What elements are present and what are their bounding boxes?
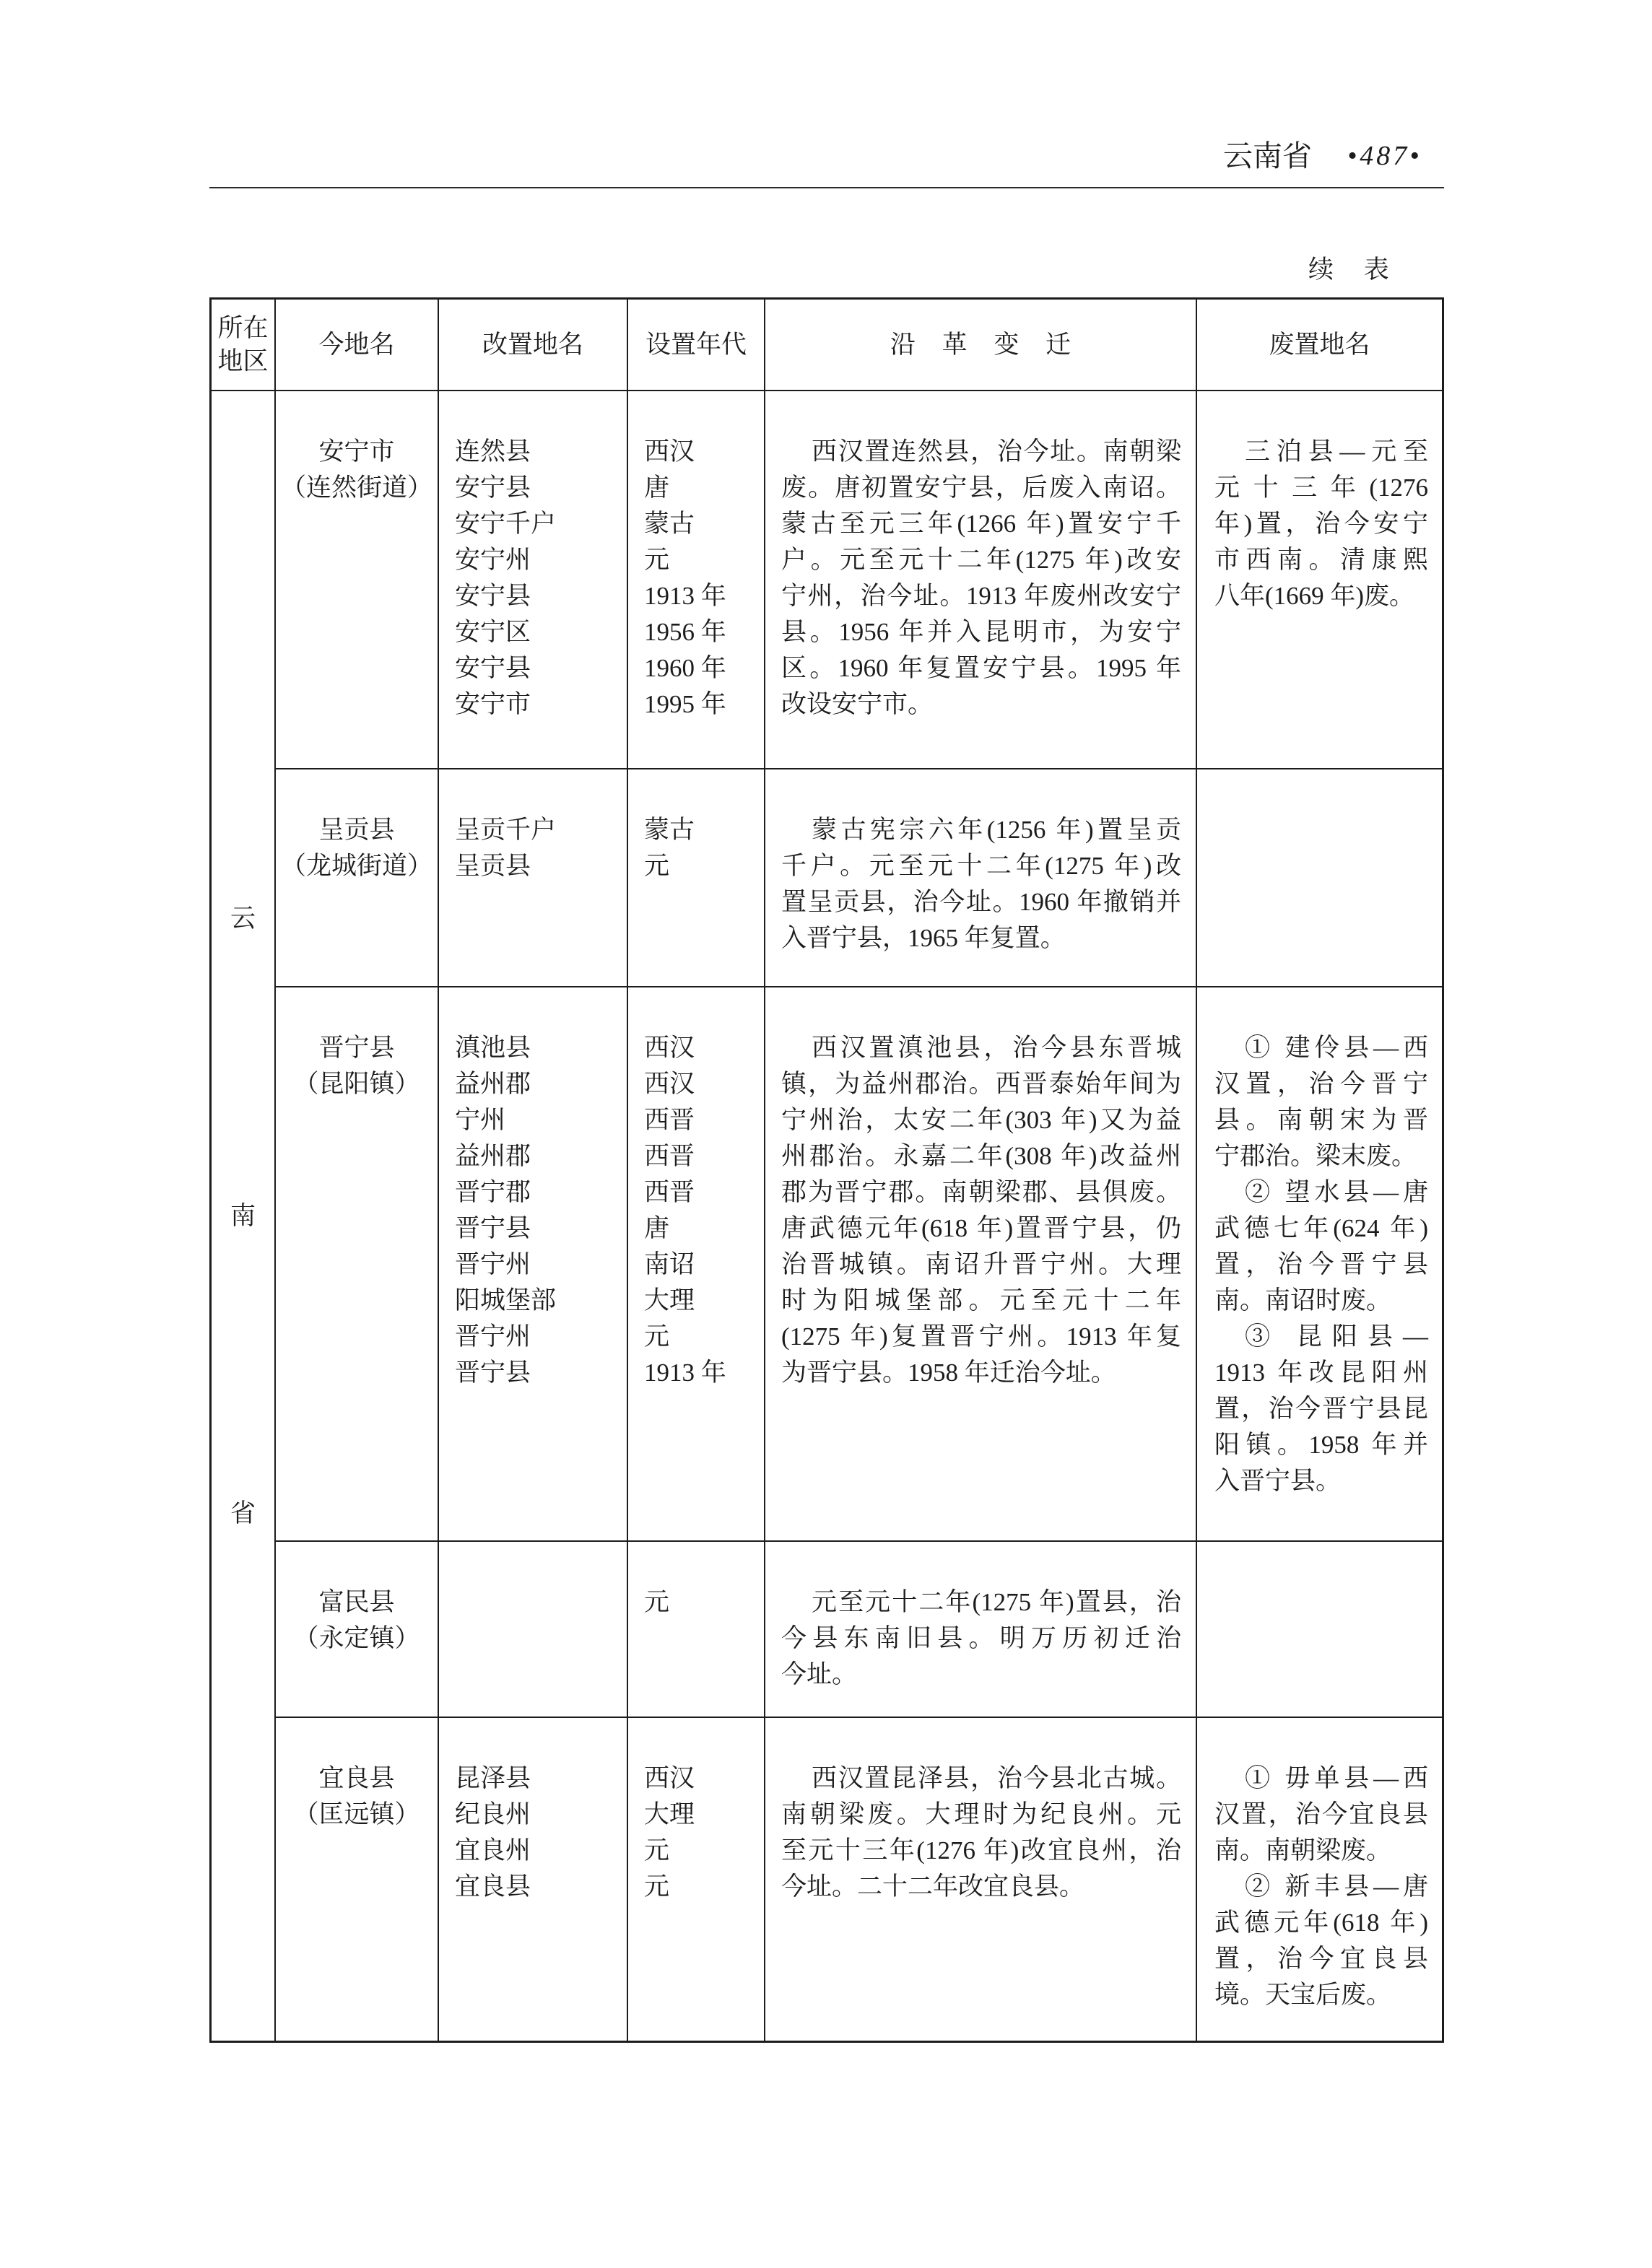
former-name-item: 滇池县 xyxy=(455,1034,531,1062)
period-item: 1960 年 xyxy=(644,654,726,682)
former-name-item: 宜良县 xyxy=(455,1872,531,1901)
abolished-entry xyxy=(1214,1030,1428,1174)
abolished-line: ① 建伶县—西 xyxy=(1245,1034,1428,1062)
abolished-line: 置，治今宜良县 xyxy=(1214,1945,1428,1973)
abolished-line: 市西南。清康熙 xyxy=(1214,546,1428,574)
abolished-cell xyxy=(1197,391,1442,769)
period-item: 元 xyxy=(644,1836,670,1864)
abolished-line: 阳镇。1958 年并 xyxy=(1214,1431,1428,1459)
period-item: 1913 年 xyxy=(644,582,726,610)
period-item: 元 xyxy=(644,1322,670,1351)
abolished-line: 1913 年改昆阳州 xyxy=(1214,1358,1428,1387)
period-item: 西晋 xyxy=(644,1106,695,1134)
history-line: 蒙古至元三年(1266 年)置安宁千 xyxy=(781,510,1181,538)
region-char: 省 xyxy=(230,1499,256,1527)
region-cell xyxy=(212,391,276,2041)
history-line: (1275 年)复置晋宁州。1913 年复 xyxy=(781,1322,1181,1351)
period-item: 元 xyxy=(644,1872,670,1901)
header-former-name: 改置地名 xyxy=(439,300,628,391)
history-line: 置呈贡县，治今址。1960 年撤销并 xyxy=(781,888,1181,916)
abolished-line: 置，治今晋宁县 xyxy=(1214,1250,1428,1278)
abolished-entry xyxy=(1214,434,1428,614)
current-name-line: 宜良县 xyxy=(318,1764,395,1792)
abolished-line: 宁郡治。梁末废。 xyxy=(1214,1142,1417,1170)
period-item: 西汉 xyxy=(644,1034,695,1062)
abolished-line: 置，治今晋宁县昆 xyxy=(1214,1395,1428,1423)
header-region-line: 地区 xyxy=(217,346,269,375)
period-item: 1956 年 xyxy=(644,618,726,646)
current-name-line: （匡远镇） xyxy=(293,1800,420,1828)
current-name-cell xyxy=(276,391,439,769)
region-char: 云 xyxy=(230,904,256,933)
periods-cell xyxy=(628,769,765,987)
abolished-line: ② 望水县—唐 xyxy=(1245,1178,1428,1206)
abolished-line: ③ 昆阳县— xyxy=(1245,1322,1428,1351)
history-line: 入晋宁县，1965 年复置。 xyxy=(781,924,1066,952)
table-continued-caption: 续 表 xyxy=(1308,256,1389,284)
running-head-rule xyxy=(209,187,1444,188)
history-line: 今址。 xyxy=(781,1660,858,1688)
history-cell xyxy=(765,1542,1197,1718)
history-line: 宁州治，太安二年(303 年)又为益 xyxy=(781,1106,1181,1134)
abolished-entry xyxy=(1214,1761,1428,1869)
former-name-item: 昆泽县 xyxy=(455,1764,531,1792)
current-name-line: （昆阳镇） xyxy=(293,1070,420,1098)
history-line: 元至元十二年(1275 年)置县，治 xyxy=(812,1588,1181,1616)
former-names-cell xyxy=(439,987,628,1542)
abolished-cell xyxy=(1197,1718,1442,2041)
abolished-entry xyxy=(1214,1174,1428,1319)
former-name-item: 晋宁郡 xyxy=(455,1178,531,1206)
history-line: 治晋城镇。南诏升晋宁州。大理 xyxy=(781,1250,1181,1278)
abolished-cell xyxy=(1197,987,1442,1542)
period-item: 西晋 xyxy=(644,1178,695,1206)
abolished-line: 汉置，治今晋宁 xyxy=(1214,1070,1428,1098)
abolished-line: 南。南朝梁废。 xyxy=(1214,1836,1392,1864)
history-line: 县。1956 年并入昆明市，为安宁 xyxy=(781,618,1181,646)
period-item: 西汉 xyxy=(644,1070,695,1098)
header-current-name: 今地名 xyxy=(276,300,439,391)
history-line: 唐武德元年(618 年)置晋宁县，仍 xyxy=(781,1214,1181,1242)
abolished-entry xyxy=(1214,1319,1428,1499)
current-name-cell xyxy=(276,769,439,987)
former-name-item: 益州郡 xyxy=(455,1070,531,1098)
former-name-item: 阳城堡部 xyxy=(455,1286,557,1314)
current-name-cell xyxy=(276,1542,439,1718)
former-name-item: 晋宁县 xyxy=(455,1214,531,1242)
former-name-item: 晋宁州 xyxy=(455,1322,531,1351)
period-item: 唐 xyxy=(644,1214,670,1242)
current-name-line: 晋宁县 xyxy=(318,1034,395,1062)
history-line: 宁州，治今址。1913 年废州改安宁 xyxy=(781,582,1181,610)
history-line: 西汉置滇池县，治今县东晋城 xyxy=(812,1034,1181,1062)
periods-cell xyxy=(628,987,765,1542)
former-name-item: 安宁千户 xyxy=(455,510,557,538)
history-line: 郡为晋宁郡。南朝梁郡、县俱废。 xyxy=(781,1178,1181,1206)
abolished-line: 汉置，治今宜良县 xyxy=(1214,1800,1428,1828)
history-cell xyxy=(765,769,1197,987)
former-name-item: 安宁州 xyxy=(455,546,531,574)
abolished-line: 南。南诏时废。 xyxy=(1214,1286,1392,1314)
history-line: 镇，为益州郡治。西晋泰始年间为 xyxy=(781,1070,1181,1098)
abolished-line: 武德七年(624 年) xyxy=(1214,1214,1428,1242)
history-line: 西汉置连然县，治今址。南朝梁 xyxy=(812,437,1181,466)
history-cell xyxy=(765,391,1197,769)
periods-cell xyxy=(628,1718,765,2041)
former-name-item: 宁州 xyxy=(455,1106,506,1134)
current-name-line: 呈贡县 xyxy=(318,816,395,844)
abolished-line: ① 毋单县—西 xyxy=(1245,1764,1428,1792)
former-name-item: 宜良州 xyxy=(455,1836,531,1864)
period-item: 1913 年 xyxy=(644,1358,726,1387)
current-name-line: （永定镇） xyxy=(293,1624,420,1652)
history-line: 改设安宁市。 xyxy=(781,690,934,718)
period-item: 唐 xyxy=(644,474,670,502)
former-name-item: 晋宁州 xyxy=(455,1250,531,1278)
abolished-line: 县。南朝宋为晋 xyxy=(1214,1106,1428,1134)
period-item: 西汉 xyxy=(644,1764,695,1792)
history-line: 州郡治。永嘉二年(308 年)改益州 xyxy=(781,1142,1181,1170)
history-line: 户。元至元十二年(1275 年)改安 xyxy=(781,546,1181,574)
abolished-line: 三泊县—元至 xyxy=(1245,437,1428,466)
region-char: 南 xyxy=(230,1201,256,1230)
former-name-item: 安宁县 xyxy=(455,474,531,502)
header-region-line: 所在 xyxy=(217,313,269,342)
history-line: 区。1960 年复置安宁县。1995 年 xyxy=(781,654,1181,682)
former-name-item: 安宁县 xyxy=(455,582,531,610)
header-abolished: 废置地名 xyxy=(1197,300,1442,391)
former-name-item: 连然县 xyxy=(455,437,531,466)
period-item: 大理 xyxy=(644,1286,695,1314)
history-line: 今址。二十二年改宜良县。 xyxy=(781,1872,1085,1901)
history-line: 西汉置昆泽县，治今县北古城。 xyxy=(812,1764,1181,1792)
header-period: 设置年代 xyxy=(628,300,765,391)
former-names-cell xyxy=(439,769,628,987)
periods-cell xyxy=(628,391,765,769)
period-item: 蒙古 xyxy=(644,816,695,844)
period-item: 元 xyxy=(644,546,670,574)
history-cell xyxy=(765,987,1197,1542)
history-line: 千户。元至元十二年(1275 年)改 xyxy=(781,852,1181,880)
former-name-item: 纪良州 xyxy=(455,1800,531,1828)
abolished-line: 境。天宝后废。 xyxy=(1214,1981,1392,2009)
history-line: 蒙古宪宗六年(1256 年)置呈贡 xyxy=(812,816,1181,844)
history-cell xyxy=(765,1718,1197,2041)
period-item: 大理 xyxy=(644,1800,695,1828)
current-name-line: 安宁市 xyxy=(318,437,395,466)
header-history: 沿 革 变 迁 xyxy=(765,300,1197,391)
history-line: 至元十三年(1276 年)改宜良州，治 xyxy=(781,1836,1181,1864)
abolished-cell xyxy=(1197,1542,1442,1718)
former-name-item: 益州郡 xyxy=(455,1142,531,1170)
periods-cell xyxy=(628,1542,765,1718)
former-name-item: 呈贡千户 xyxy=(455,816,557,844)
former-name-item: 晋宁县 xyxy=(455,1358,531,1387)
history-line: 南朝梁废。大理时为纪良州。元 xyxy=(781,1800,1181,1828)
gazetteer-table xyxy=(209,297,1444,2043)
abolished-line: 八年(1669 年)废。 xyxy=(1214,582,1415,610)
page-number: •487• xyxy=(1347,141,1422,171)
current-name-line: （连然街道） xyxy=(280,474,432,502)
former-name-item: 安宁市 xyxy=(455,690,531,718)
abolished-line: ② 新丰县—唐 xyxy=(1245,1872,1428,1901)
abolished-cell xyxy=(1197,769,1442,987)
period-item: 西晋 xyxy=(644,1142,695,1170)
abolished-line: 年)置，治今安宁 xyxy=(1214,510,1428,538)
period-item: 蒙古 xyxy=(644,510,695,538)
current-name-line: 富民县 xyxy=(318,1588,395,1616)
current-name-line: （龙城街道） xyxy=(280,852,432,880)
current-name-cell xyxy=(276,1718,439,2041)
current-name-cell xyxy=(276,987,439,1542)
former-names-cell xyxy=(439,1542,628,1718)
history-line: 时为阳城堡部。元至元十二年 xyxy=(781,1286,1181,1314)
abolished-line: 入晋宁县。 xyxy=(1214,1467,1342,1495)
abolished-line: 元十三年(1276 xyxy=(1214,474,1428,502)
period-item: 西汉 xyxy=(644,437,695,466)
history-line: 废。唐初置安宁县，后废入南诏。 xyxy=(781,474,1181,502)
table-grid xyxy=(212,300,1442,2041)
header-region xyxy=(212,300,276,391)
running-head-title: 云南省 xyxy=(1223,139,1312,173)
period-item: 1995 年 xyxy=(644,690,726,718)
former-name-item: 呈贡县 xyxy=(455,852,531,880)
abolished-entry xyxy=(1214,1869,1428,2013)
period-item: 南诏 xyxy=(644,1250,695,1278)
period-item: 元 xyxy=(644,1588,670,1616)
history-line: 为晋宁县。1958 年迁治今址。 xyxy=(781,1358,1116,1387)
history-line: 今县东南旧县。明万历初迁治 xyxy=(781,1624,1181,1652)
former-names-cell xyxy=(439,1718,628,2041)
abolished-line: 武德元年(618 年) xyxy=(1214,1909,1428,1937)
former-name-item: 安宁县 xyxy=(455,654,531,682)
former-name-item: 安宁区 xyxy=(455,618,531,646)
former-names-cell xyxy=(439,391,628,769)
period-item: 元 xyxy=(644,852,670,880)
